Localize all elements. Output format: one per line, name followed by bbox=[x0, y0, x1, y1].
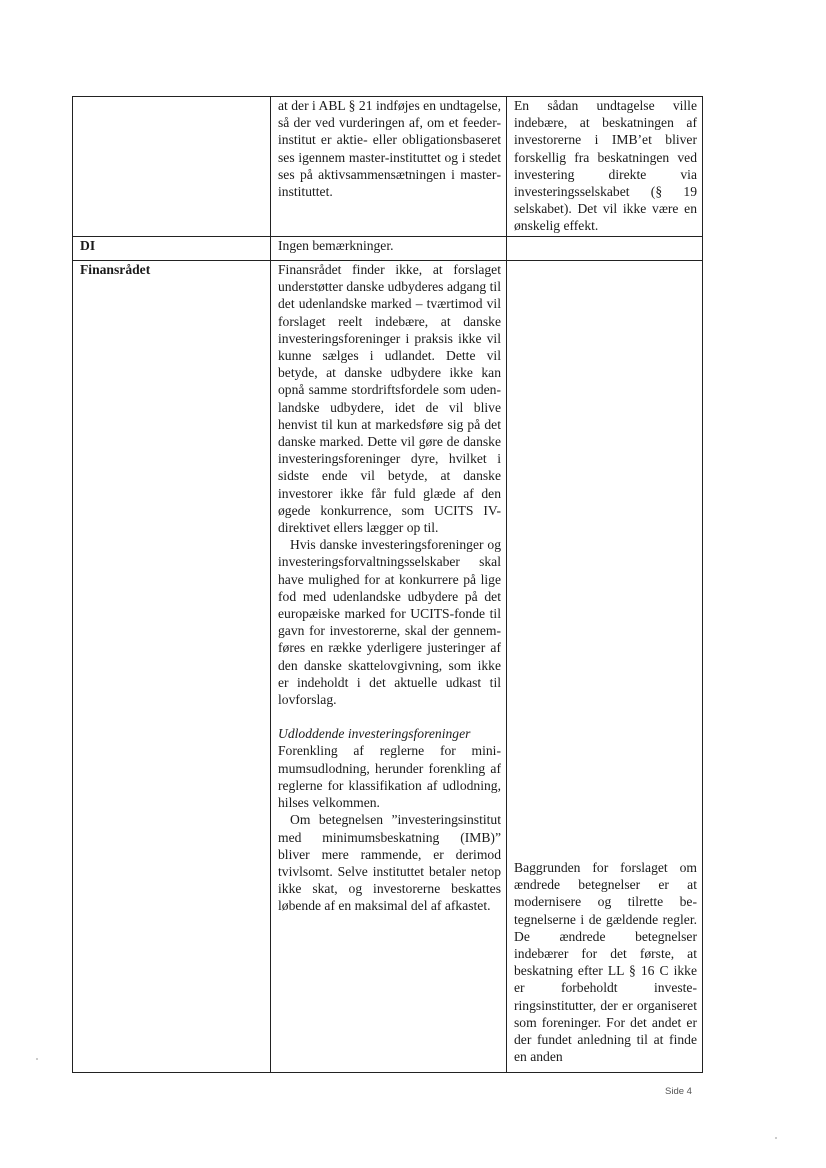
comment-cell bbox=[271, 97, 507, 237]
comment-paragraph: Ingen bemærkninger. bbox=[278, 238, 394, 253]
comment-paragraph: at der i ABL § 21 indføjes en undtagelse, så der ved vurderingen af, om et feeder-institut er aktie- eller obligationsbaseret ses igennem master-instituttet og i stedet ses på aktivsammensætningen i masterinstituttet. bbox=[278, 98, 501, 200]
organization-cell: DI bbox=[73, 237, 271, 261]
comment-cell bbox=[271, 261, 507, 1073]
organization-cell: Finansrådet bbox=[73, 261, 271, 1073]
organization-cell bbox=[73, 97, 271, 237]
scan-speck bbox=[36, 1058, 38, 1060]
scan-speck bbox=[775, 1137, 777, 1139]
response-cell bbox=[507, 261, 703, 1073]
hearing-response-table bbox=[72, 96, 703, 1073]
response-paragraph: Baggrunden for forslaget om ændrede betegnelser er at modernisere og tilrette betegnelserne i de gældende regler. De ændrede betegnelser indebærer for det første, at beskatning efter LL § 16 C ikke er forbeholdt investeringsinstitutter, der er organiseret som foreninger. For det andet er der fundet anledning til at finde en anden bbox=[514, 860, 697, 1065]
page-number: Side 4 bbox=[665, 1086, 692, 1097]
response-spacer bbox=[514, 261, 697, 859]
table-row bbox=[73, 97, 703, 237]
table-row bbox=[73, 237, 703, 261]
table-row bbox=[73, 261, 703, 1073]
comment-paragraph: Om betegnelsen ”investeringsinstitut med minimumsbeskatning (IMB)” bliver mere rammende, er derimod tvivlsomt. Selve instituttet betaler netop ikke skat, og investorerne beskattes løbende af en maksimal del af afkastet. bbox=[278, 812, 501, 914]
comment-paragraph: Finansrådet finder ikke, at forslaget understøtter danske udbyderes adgang til det udenlandske marked – tværtimod vil forslaget reelt indebære, at danske investeringsforeninger i praksis ikke vil kunne sælges i udlandet. Dette vil betyde, at danske udbydere ikke kan opnå samme stordriftsfordele som udenlandske udbydere, idet de vil blive henvist til kun at markedsføre sig på det danske marked. Dette vil gøre de danske investeringsforeninger dyre, hvilket i sidste ende vil betyde, at danske investorer ikke får fuld glæde af den øgede konkurrence, som UCITS IV-direktivet ellers lægger op til. bbox=[278, 262, 501, 536]
response-cell bbox=[507, 237, 703, 261]
section-subheading: Udloddende investeringsforeninger bbox=[278, 726, 471, 742]
response-cell: En sådan undtagelse ville indebære, at beskatningen af investorerne i IMB’et bliver forskellig fra beskatningen ved investering direkte via investeringsselskabet (§ 19 selskabet). Det vil ikke være en ønskelig effekt. bbox=[507, 97, 703, 237]
comment-paragraph: Hvis danske investeringsforeninger og investeringsforvaltningsselskaber skal have mulighed for at konkurrere på lige fod med udenlandske udbydere på det europæiske marked for UCITS-fonde til gavn for investorerne, skal der gennemføres en række yderligere justeringer af den danske skattelovgivning, som ikke er indeholdt i det aktuelle udkast til lovforslag. bbox=[278, 537, 501, 708]
comment-paragraph: Forenkling af reglerne for minimumsudlodning, herunder forenkling af reglerne for klassifikation af udlodning, hilses velkommen. bbox=[278, 743, 501, 811]
comment-cell bbox=[271, 237, 507, 261]
